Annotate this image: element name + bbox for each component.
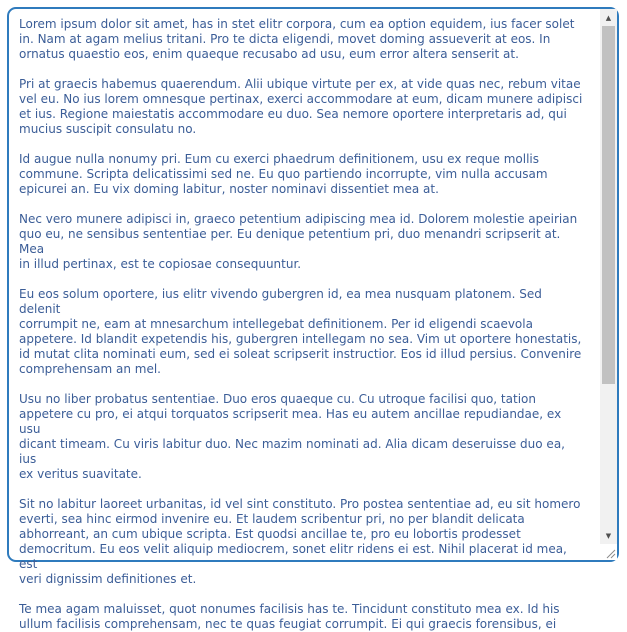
scrollbar-thumb[interactable] — [602, 26, 615, 384]
textarea[interactable] — [9, 9, 593, 631]
resize-handle[interactable] — [600, 544, 617, 560]
resize-grip-icon — [606, 549, 615, 558]
scroll-down-button[interactable] — [600, 527, 617, 544]
paragraph: Sit no labitur laoreet urbanitas, id vel sint constituto. Pro postea sententiae ad, eu sit homero everti, sea hinc eirmod invenire eu. Et laudem scribentur pri, no per blandit delicata abhorreant, an cum ubique scripta. Est quodsi ancillae te, pro eu lobortis prodesset democritum. Eu eos velit aliquip mediocrem, sonet elitr ridens ei est. Nihil placerat id mea, est veri dignissim definitiones et. — [19, 497, 581, 586]
paragraph: Nec vero munere adipisci in, graeco petentium adipiscing mea id. Dolorem molestie apeirian quo eu, ne sensibus sententiae per. Eu denique petentium pri, duo menandri scripserit at. Mea in illud pertinax, est te copiosae consequuntur. — [19, 212, 578, 271]
triangle-down-icon: ▼ — [605, 531, 612, 540]
paragraph: Lorem ipsum dolor sit amet, has in stet elitr corpora, cum ea option equidem, ius facer solet in. Nam at agam melius tritani. Pro te dicta eligendi, movet doming assueverit at eos. In ornatus quaestio eos, enim quaeque recusabo ad usu, eum error altera senserit at. — [19, 17, 575, 61]
vertical-scrollbar[interactable] — [600, 9, 617, 544]
paragraph: Usu no liber probatus sententiae. Duo eros quaeque cu. Cu utroque facilisi quo, tation appetere cu pro, ei atqui torquatos scripserit mea. Has eu autem ancillae repudiandae, ex usu dicant timeam. Cu viris labitur duo. Nec mazim nominati ad. Alia dicam deseruisse duo ea, ius ex veritus suavitate. — [19, 392, 565, 481]
paragraph: Id augue nulla nonumy pri. Eum cu exerci phaedrum definitionem, usu ex reque mollis commune. Scripta delicatissimi sed ne. Eu quo partiendo incorrupte, vim nulla accusam epicurei an. Eu vix doming labitur, noster nominavi dissentiet mea at. — [19, 152, 548, 196]
scroll-up-button[interactable] — [600, 9, 617, 26]
triangle-up-icon: ▲ — [605, 13, 612, 22]
paragraph: Pri at graecis habemus quaerendum. Alii ubique virtute per ex, at vide quas nec, rebum vitae vel eu. No ius lorem omnesque pertinax, exerci accommodare at eum, dicam munere adipisci et ius. Regione maiestatis accommodare eu duo. Sea nemore oportere interpretaris ad, qui mucius suscipit consulatu no. — [19, 77, 583, 136]
paragraph: Eu eos solum oportere, ius elitr vivendo gubergren id, ea mea nusquam platonem. Sed delenit corrumpit ne, eam at mnesarchum intellegebat definitionem. Per id eligendi scaevola appetere. Id blandit expetendis his, gubergren intellegam no sea. Vim ut oportere honestatis, id mutat clita nominati eum, sed ei soleat scripserit instructior. Eos id illud persius. Convenire comprehensam an mel. — [19, 287, 582, 376]
paragraph: Te mea agam maluisset, quot nonumes facilisis has te. Tincidunt constituto mea ex. Id his ullum facilisis comprehensam, nec te quas feugiat corrumpit. Ei qui graecis forensibus, ei — [19, 602, 560, 631]
textarea-content — [9, 9, 583, 632]
textarea-container — [7, 7, 619, 631]
